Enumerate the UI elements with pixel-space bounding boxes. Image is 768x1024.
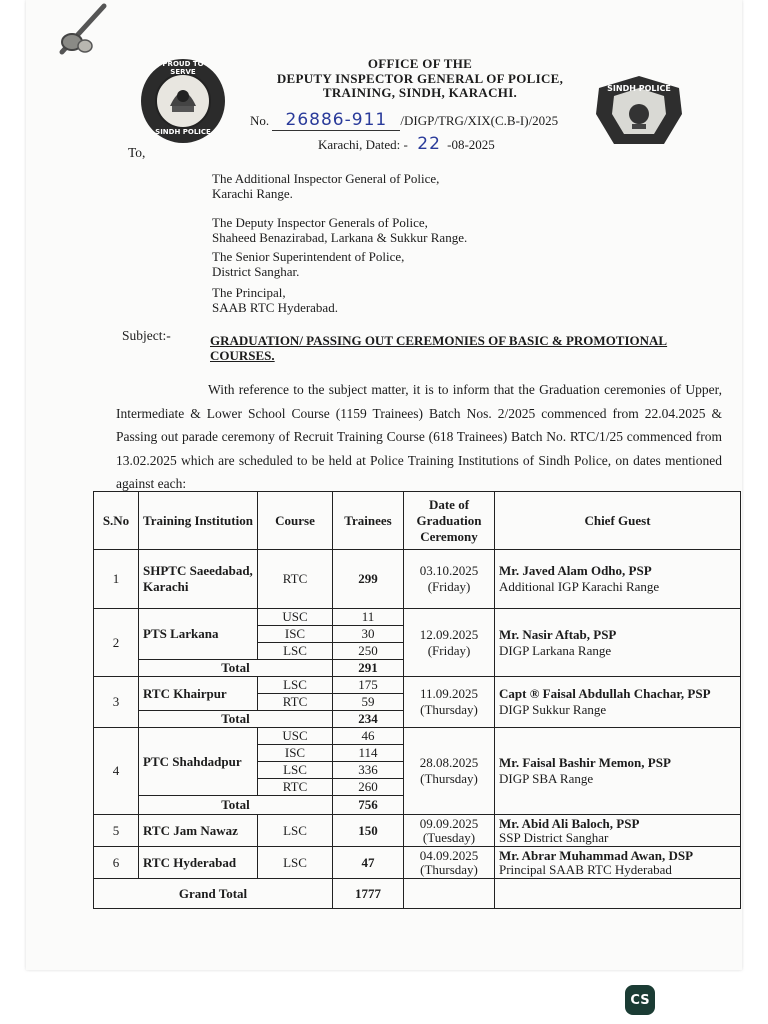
reference-no-label: No.	[250, 113, 270, 128]
row-5-institution: RTC Jam Nawaz	[139, 815, 258, 847]
grand-total-row	[94, 879, 741, 909]
addressee-1-line-2: Karachi Range.	[212, 186, 293, 201]
table-header-row	[94, 492, 741, 550]
left-logo-bottom-text: SINDH POLICE	[155, 128, 211, 136]
grand-total-empty-date	[404, 879, 495, 909]
paper-clip-icon	[52, 2, 114, 60]
table-row	[94, 728, 741, 745]
row-3-trainees-1: 175	[333, 677, 404, 694]
row-4-date-cell	[404, 728, 495, 815]
row-2-course-2: ISC	[258, 626, 333, 643]
row-3-date: 11.09.2025	[419, 686, 479, 701]
row-3-guest-name: Capt ® Faisal Abdullah Chachar, PSP	[499, 686, 711, 701]
row-5-course: LSC	[258, 815, 333, 847]
table-row	[94, 677, 741, 694]
date-handwritten: 22	[417, 134, 441, 154]
row-2-date-cell	[404, 609, 495, 677]
row-3-total: 234	[333, 711, 404, 728]
addressee-2-line-2: Shaheed Benazirabad, Larkana & Sukkur Range.	[212, 230, 468, 245]
row-2-trainees-2: 30	[333, 626, 404, 643]
row-4-date: 28.08.2025	[419, 755, 479, 770]
to-label: To,	[128, 145, 146, 160]
date-suffix: -08-2025	[447, 137, 495, 152]
row-2-guest-name: Mr. Nasir Aftab, PSP	[499, 626, 617, 642]
row-4-trainees-3: 336	[333, 762, 404, 779]
reference-no-suffix: /DIGP/TRG/XIX(C.B-I)/2025	[400, 113, 559, 128]
reference-date	[318, 134, 495, 154]
reference-number	[250, 110, 558, 131]
row-3-course-2: RTC	[258, 694, 333, 711]
row-4-course-3: LSC	[258, 762, 333, 779]
row-1-date: 03.10.2025	[419, 563, 479, 578]
row-2-total-label: Total	[139, 660, 333, 677]
row-3-institution: RTC Khairpur	[139, 677, 258, 711]
row-6-sno: 6	[94, 847, 139, 879]
right-logo-text: SINDH POLICE	[607, 84, 671, 93]
row-1-guest-cell	[495, 550, 741, 609]
row-4-trainees-1: 46	[333, 728, 404, 745]
header-course: Course	[258, 492, 333, 550]
table-row	[94, 609, 741, 626]
row-5-guest-title: SSP District Sanghar	[499, 829, 609, 845]
row-4-guest-title: DIGP SBA Range	[499, 771, 594, 786]
row-1-day: (Friday)	[427, 579, 471, 594]
addressee-2	[212, 215, 467, 245]
row-3-course-1: LSC	[258, 677, 333, 694]
row-6-date-cell	[404, 847, 495, 879]
row-5-guest-name: Mr. Abid Ali Baloch, PSP	[499, 815, 640, 831]
subject-label: Subject:-	[122, 328, 171, 343]
row-1-sno: 1	[94, 550, 139, 609]
header-line-3: TRAINING, SINDH, KARACHI.	[322, 85, 518, 100]
addressee-2-line-1: The Deputy Inspector Generals of Police,	[212, 215, 428, 230]
row-6-course: LSC	[258, 847, 333, 879]
row-3-guest-cell	[495, 677, 741, 728]
row-2-course-1: USC	[258, 609, 333, 626]
body-text: With reference to the subject matter, it is to inform that the Graduation ceremonies of Upper, Intermediate & Lower School Course (1159 Trainees) Batch Nos. 2/2025 commenced from 22.04.2025 & Passing out parade ceremony of Recruit Training Course (618 Trainees) Batch No. RTC/1/25 commenced from 13.02.2025 which are scheduled to be held at Police Training Institutions of Sindh Police, on dates mentioned against each:	[116, 382, 722, 491]
grand-total-value: 1777	[333, 879, 404, 909]
grand-total-label: Grand Total	[94, 879, 333, 909]
camscanner-badge[interactable]: CS	[625, 985, 655, 1015]
row-6-guest-title: Principal SAAB RTC Hyderabad	[499, 861, 672, 877]
row-4-day: (Thursday)	[420, 771, 478, 786]
row-5-trainees: 150	[333, 815, 404, 847]
header-date: Date of Graduation Ceremony	[404, 492, 495, 550]
grand-total-empty-guest	[495, 879, 741, 909]
row-2-guest-cell	[495, 609, 741, 677]
row-4-institution: PTC Shahdadpur	[139, 728, 258, 796]
row-4-course-1: USC	[258, 728, 333, 745]
row-1-guest-title: Additional IGP Karachi Range	[499, 579, 660, 594]
row-4-course-2: ISC	[258, 745, 333, 762]
row-5-guest-cell	[495, 815, 741, 847]
addressee-4-line-2: SAAB RTC Hyderabad.	[212, 300, 338, 315]
row-2-course-3: LSC	[258, 643, 333, 660]
ceremony-schedule-table	[93, 491, 741, 909]
row-3-total-label: Total	[139, 711, 333, 728]
row-1-institution: SHPTC Saeedabad, Karachi	[139, 550, 258, 609]
row-1-date-cell	[404, 550, 495, 609]
row-5-date-cell	[404, 815, 495, 847]
left-logo-top-text: PROUD TO SERVE	[162, 60, 204, 76]
row-5-day: (Tuesday)	[422, 829, 476, 845]
header-trainees: Trainees	[333, 492, 404, 550]
header-institution: Training Institution	[139, 492, 258, 550]
subject-text: GRADUATION/ PASSING OUT CEREMONIES OF BASIC & PROMOTIONAL COURSES.	[210, 333, 668, 363]
row-5-date: 09.09.2025	[419, 815, 479, 831]
header-chief-guest: Chief Guest	[495, 492, 741, 550]
table-row	[94, 550, 741, 609]
addressee-3-line-2: District Sanghar.	[212, 264, 300, 279]
table-row	[94, 815, 741, 847]
row-3-date-cell	[404, 677, 495, 728]
row-6-day: (Thursday)	[420, 861, 478, 877]
row-4-trainees-4: 260	[333, 779, 404, 796]
row-6-date: 04.09.2025	[419, 847, 479, 863]
row-1-course: RTC	[258, 550, 333, 609]
addressee-4	[212, 285, 338, 315]
row-1-guest-name: Mr. Javed Alam Odho, PSP	[499, 563, 652, 578]
addressee-1-line-1: The Additional Inspector General of Police,	[212, 171, 440, 186]
header-line-2: DEPUTY INSPECTOR GENERAL OF POLICE,	[276, 71, 564, 86]
row-6-trainees: 47	[333, 847, 404, 879]
row-6-institution: RTC Hyderabad	[139, 847, 258, 879]
row-5-sno: 5	[94, 815, 139, 847]
row-3-sno: 3	[94, 677, 139, 728]
header-line-1: OFFICE OF THE	[367, 56, 473, 71]
row-2-total: 291	[333, 660, 404, 677]
row-4-guest-cell	[495, 728, 741, 815]
row-2-trainees-1: 11	[333, 609, 404, 626]
row-2-date: 12.09.2025	[419, 626, 479, 642]
row-4-guest-name: Mr. Faisal Bashir Memon, PSP	[499, 755, 671, 770]
addressee-4-line-1: The Principal,	[212, 285, 286, 300]
row-2-sno: 2	[94, 609, 139, 677]
row-2-institution: PTS Larkana	[139, 609, 258, 660]
row-6-guest-cell	[495, 847, 741, 879]
addressee-3	[212, 249, 404, 279]
row-3-trainees-2: 59	[333, 694, 404, 711]
reference-no-handwritten: 26886-911	[272, 110, 400, 131]
row-4-total-label: Total	[139, 796, 333, 815]
row-1-trainees: 299	[333, 550, 404, 609]
body-paragraph	[116, 378, 722, 496]
table-row	[94, 847, 741, 879]
row-2-trainees-3: 250	[333, 643, 404, 660]
addressee-3-line-1: The Senior Superintendent of Police,	[212, 249, 405, 264]
row-4-total: 756	[333, 796, 404, 815]
row-2-day: (Friday)	[427, 642, 471, 658]
row-4-sno: 4	[94, 728, 139, 815]
addressee-1	[212, 171, 439, 201]
row-4-trainees-2: 114	[333, 745, 404, 762]
row-4-course-4: RTC	[258, 779, 333, 796]
row-3-guest-title: DIGP Sukkur Range	[499, 702, 607, 717]
header-sno: S.No	[94, 492, 139, 550]
date-label: Karachi, Dated: -	[318, 137, 408, 152]
row-3-day: (Thursday)	[420, 702, 478, 717]
row-6-guest-name: Mr. Abrar Muhammad Awan, DSP	[499, 847, 694, 863]
row-2-guest-title: DIGP Larkana Range	[499, 642, 612, 658]
